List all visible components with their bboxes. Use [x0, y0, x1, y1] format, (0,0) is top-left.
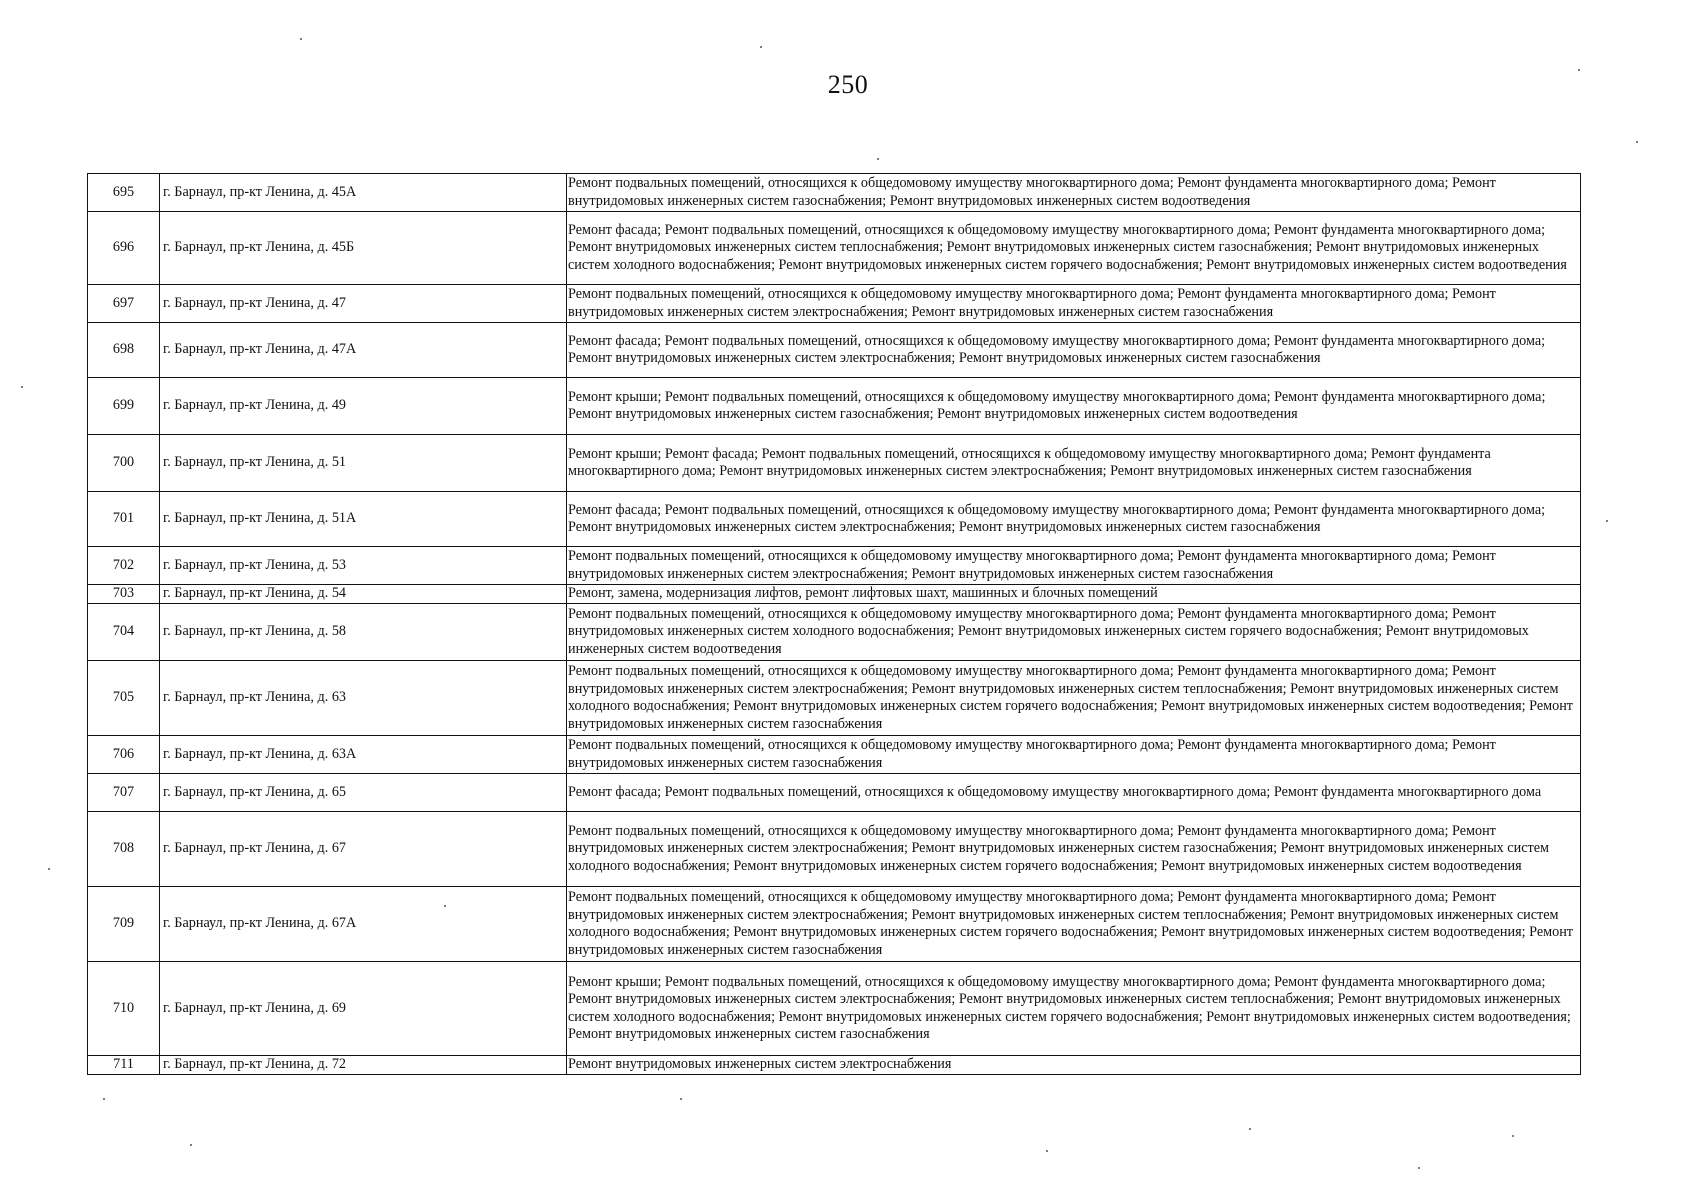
table-row [88, 604, 1581, 661]
row-address: г. Барнаул, пр-кт Ленина, д. 49 [160, 378, 567, 435]
row-number: 706 [88, 736, 160, 774]
row-address: г. Барнаул, пр-кт Ленина, д. 54 [160, 585, 567, 604]
row-address: г. Барнаул, пр-кт Ленина, д. 63А [160, 736, 567, 774]
row-address: г. Барнаул, пр-кт Ленина, д. 67А [160, 887, 567, 962]
row-number: 707 [88, 774, 160, 812]
table-row [88, 285, 1581, 323]
row-works: Ремонт внутридомовых инженерных систем электроснабжения [567, 1056, 1581, 1075]
page-number: 250 [827, 70, 869, 99]
row-number: 695 [88, 174, 160, 212]
row-works: Ремонт фасада; Ремонт подвальных помещений, относящихся к общедомовому имуществу многоквартирного дома; Ремонт фундамента многоквартирного дома; Ремонт внутридомовых инженерных систем теплоснабжения; Ремонт внутридомовых инженерных систем газоснабжения; Ремонт внутридомовых инженерных систем холодного водоснабжения; Ремонт внутридомовых инженерных систем горячего водоснабжения; Ремонт внутридомовых инженерных систем водоотведения [567, 212, 1581, 285]
row-works: Ремонт крыши; Ремонт подвальных помещений, относящихся к общедомовому имуществу многоквартирного дома; Ремонт фундамента многоквартирного дома; Ремонт внутридомовых инженерных систем электроснабжения; Ремонт внутридомовых инженерных систем теплоснабжения; Ремонт внутридомовых инженерных систем холодного водоснабжения; Ремонт внутридомовых инженерных систем горячего водоснабжения; Ремонт внутридомовых инженерных систем водоотведения; Ремонт внутридомовых инженерных систем газоснабжения [567, 962, 1581, 1056]
row-address: г. Барнаул, пр-кт Ленина, д. 67 [160, 812, 567, 887]
row-address: г. Барнаул, пр-кт Ленина, д. 69 [160, 962, 567, 1056]
row-address: г. Барнаул, пр-кт Ленина, д. 72 [160, 1056, 567, 1075]
row-address: г. Барнаул, пр-кт Ленина, д. 45А [160, 174, 567, 212]
table-row [88, 661, 1581, 736]
table-row [88, 585, 1581, 604]
row-number: 711 [88, 1056, 160, 1075]
row-works: Ремонт подвальных помещений, относящихся к общедомовому имуществу многоквартирного дома; Ремонт фундамента многоквартирного дома; Ремонт внутридомовых инженерных систем газоснабжения [567, 736, 1581, 774]
row-works: Ремонт, замена, модернизация лифтов, ремонт лифтовых шахт, машинных и блочных помещений [567, 585, 1581, 604]
row-number: 701 [88, 492, 160, 547]
row-address: г. Барнаул, пр-кт Ленина, д. 65 [160, 774, 567, 812]
table-row [88, 212, 1581, 285]
row-works: Ремонт подвальных помещений, относящихся к общедомовому имуществу многоквартирного дома; Ремонт фундамента многоквартирного дома; Ремонт внутридомовых инженерных систем газоснабжения; Ремонт внутридомовых инженерных систем водоотведения [567, 174, 1581, 212]
row-works: Ремонт подвальных помещений, относящихся к общедомовому имуществу многоквартирного дома; Ремонт фундамента многоквартирного дома; Ремонт внутридомовых инженерных систем холодного водоснабжения; Ремонт внутридомовых инженерных систем горячего водоснабжения; Ремонт внутридомовых инженерных систем водоотведения [567, 604, 1581, 661]
row-number: 697 [88, 285, 160, 323]
row-number: 696 [88, 212, 160, 285]
table-row [88, 492, 1581, 547]
row-works: Ремонт крыши; Ремонт фасада; Ремонт подвальных помещений, относящихся к общедомовому имуществу многоквартирного дома; Ремонт фундамента многоквартирного дома; Ремонт внутридомовых инженерных систем электроснабжения; Ремонт внутридомовых инженерных систем газоснабжения [567, 435, 1581, 492]
row-number: 708 [88, 812, 160, 887]
table-row [88, 435, 1581, 492]
row-works: Ремонт фасада; Ремонт подвальных помещений, относящихся к общедомовому имуществу многоквартирного дома; Ремонт фундамента многоквартирного дома; Ремонт внутридомовых инженерных систем электроснабжения; Ремонт внутридомовых инженерных систем газоснабжения [567, 323, 1581, 378]
row-works: Ремонт фасада; Ремонт подвальных помещений, относящихся к общедомовому имуществу многоквартирного дома; Ремонт фундамента многоквартирного дома; Ремонт внутридомовых инженерных систем электроснабжения; Ремонт внутридомовых инженерных систем газоснабжения [567, 492, 1581, 547]
table-row [88, 378, 1581, 435]
row-address: г. Барнаул, пр-кт Ленина, д. 45Б [160, 212, 567, 285]
row-number: 700 [88, 435, 160, 492]
row-number: 702 [88, 547, 160, 585]
row-number: 703 [88, 585, 160, 604]
row-works: Ремонт подвальных помещений, относящихся к общедомовому имуществу многоквартирного дома; Ремонт фундамента многоквартирного дома; Ремонт внутридомовых инженерных систем электроснабжения; Ремонт внутридомовых инженерных систем теплоснабжения; Ремонт внутридомовых инженерных систем холодного водоснабжения; Ремонт внутридомовых инженерных систем горячего водоснабжения; Ремонт внутридомовых инженерных систем водоотведения; Ремонт внутридомовых инженерных систем газоснабжения [567, 661, 1581, 736]
row-works: Ремонт фасада; Ремонт подвальных помещений, относящихся к общедомовому имуществу многоквартирного дома; Ремонт фундамента многоквартирного дома [567, 774, 1581, 812]
row-works: Ремонт подвальных помещений, относящихся к общедомовому имуществу многоквартирного дома; Ремонт фундамента многоквартирного дома; Ремонт внутридомовых инженерных систем электроснабжения; Ремонт внутридомовых инженерных систем газоснабжения [567, 285, 1581, 323]
table-row [88, 812, 1581, 887]
row-address: г. Барнаул, пр-кт Ленина, д. 51А [160, 492, 567, 547]
table-row [88, 736, 1581, 774]
row-number: 704 [88, 604, 160, 661]
row-works: Ремонт подвальных помещений, относящихся к общедомовому имуществу многоквартирного дома; Ремонт фундамента многоквартирного дома; Ремонт внутридомовых инженерных систем электроснабжения; Ремонт внутридомовых инженерных систем газоснабжения; Ремонт внутридомовых инженерных систем холодного водоснабжения; Ремонт внутридомовых инженерных систем горячего водоснабжения; Ремонт внутридомовых инженерных систем водоотведения [567, 812, 1581, 887]
table-row [88, 174, 1581, 212]
row-address: г. Барнаул, пр-кт Ленина, д. 51 [160, 435, 567, 492]
row-works: Ремонт подвальных помещений, относящихся к общедомовому имуществу многоквартирного дома; Ремонт фундамента многоквартирного дома; Ремонт внутридомовых инженерных систем электроснабжения; Ремонт внутридомовых инженерных систем теплоснабжения; Ремонт внутридомовых инженерных систем холодного водоснабжения; Ремонт внутридомовых инженерных систем горячего водоснабжения; Ремонт внутридомовых инженерных систем водоотведения; Ремонт внутридомовых инженерных систем газоснабжения [567, 887, 1581, 962]
row-address: г. Барнаул, пр-кт Ленина, д. 47 [160, 285, 567, 323]
row-address: г. Барнаул, пр-кт Ленина, д. 47А [160, 323, 567, 378]
table-row [88, 962, 1581, 1056]
repair-registry-table [87, 173, 1581, 1075]
row-address: г. Барнаул, пр-кт Ленина, д. 63 [160, 661, 567, 736]
table-row [88, 547, 1581, 585]
row-number: 698 [88, 323, 160, 378]
table-row [88, 774, 1581, 812]
table-row [88, 887, 1581, 962]
row-works: Ремонт подвальных помещений, относящихся к общедомовому имуществу многоквартирного дома; Ремонт фундамента многоквартирного дома; Ремонт внутридомовых инженерных систем электроснабжения; Ремонт внутридомовых инженерных систем газоснабжения [567, 547, 1581, 585]
row-number: 710 [88, 962, 160, 1056]
row-number: 705 [88, 661, 160, 736]
row-works: Ремонт крыши; Ремонт подвальных помещений, относящихся к общедомовому имуществу многоквартирного дома; Ремонт фундамента многоквартирного дома; Ремонт внутридомовых инженерных систем газоснабжения; Ремонт внутридомовых инженерных систем водоотведения [567, 378, 1581, 435]
table-row [88, 323, 1581, 378]
table-row [88, 1056, 1581, 1075]
row-address: г. Барнаул, пр-кт Ленина, д. 53 [160, 547, 567, 585]
row-number: 699 [88, 378, 160, 435]
row-number: 709 [88, 887, 160, 962]
row-address: г. Барнаул, пр-кт Ленина, д. 58 [160, 604, 567, 661]
